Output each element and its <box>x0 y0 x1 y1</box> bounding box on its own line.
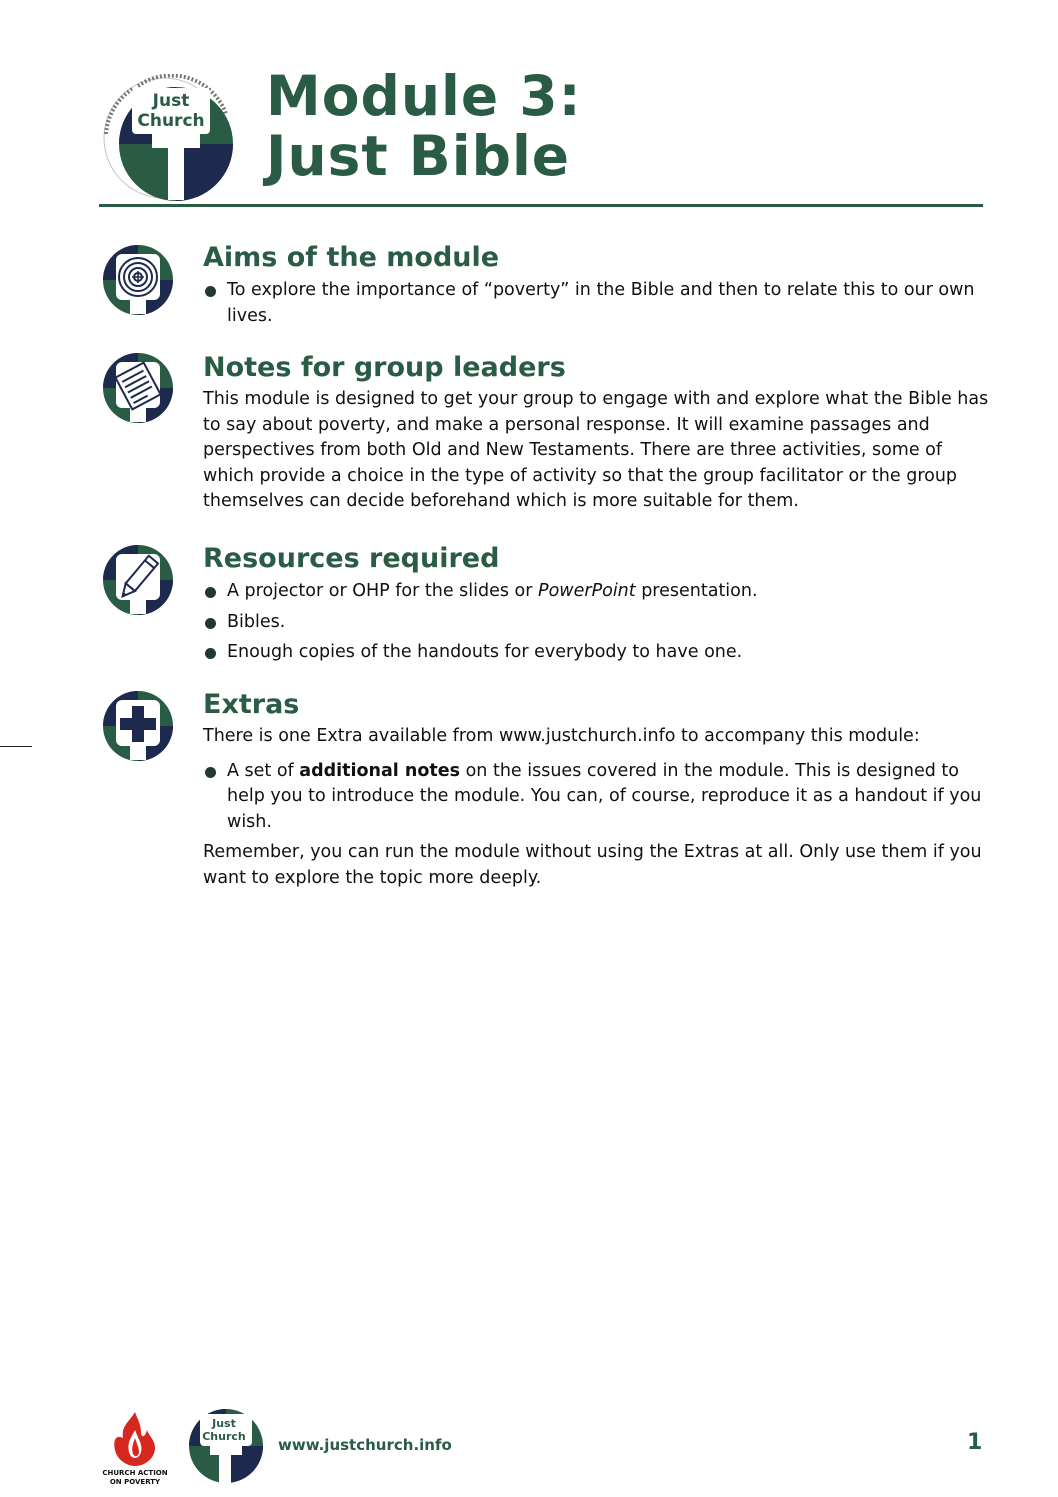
footer-logo-text-line2: Church <box>202 1430 246 1443</box>
list-item: Bibles. <box>203 610 993 636</box>
page-title <box>266 66 582 186</box>
list-item: Enough copies of the handouts for everybody to have one. <box>203 640 993 666</box>
extras-bullet-text: A set of <box>227 760 300 781</box>
aims-list <box>203 278 993 329</box>
extras-closing: Remember, you can run the module without using the Extras at all. Only use them if you want to explore the topic more deeply. <box>203 842 982 888</box>
cross-icon <box>100 690 176 762</box>
flame-icon <box>101 1408 169 1486</box>
list-item <box>203 579 993 605</box>
resources-list <box>203 579 993 666</box>
cap-text-line2: ON POVERTY <box>109 1478 161 1486</box>
just-church-logo-icon <box>96 74 242 202</box>
list-item <box>203 759 993 836</box>
extras-bullet-bold: additional notes <box>299 760 461 781</box>
list-item: To explore the importance of “poverty” in the Bible and then to relate this to our own lives. <box>203 278 993 329</box>
extras-list <box>203 759 993 836</box>
logo-text-line2: Church <box>137 111 205 131</box>
extras-heading: Extras <box>203 689 300 720</box>
extras-bullet-text-end: on the issues covered in the module. This is designed to help you to introduce the module. You can, of course, reproduce it as a handout if you wish. <box>227 760 982 832</box>
title-line-1: Module 3: <box>266 64 582 128</box>
footer-just-church-logo-icon <box>186 1408 266 1484</box>
extras-intro: There is one Extra available from www.justchurch.info to accompany this module: <box>203 726 920 746</box>
notes-heading: Notes for group leaders <box>203 352 566 383</box>
footer-logo-text-line1: Just <box>212 1417 236 1430</box>
title-line-2: Just Bible <box>266 124 571 188</box>
aims-heading: Aims of the module <box>203 242 500 273</box>
resource-1-text: A projector or OHP for the slides or <box>227 581 539 601</box>
resource-1-text-end: presentation. <box>635 581 758 601</box>
logo-text-line1: Just <box>152 91 190 111</box>
notes-section <box>203 352 993 515</box>
margin-mark <box>0 746 32 747</box>
resources-section <box>203 543 993 666</box>
extras-section <box>203 689 993 891</box>
pencil-icon <box>100 544 176 616</box>
header-divider <box>99 204 983 207</box>
resource-1-italic: PowerPoint <box>538 581 636 601</box>
page-number: 1 <box>967 1430 983 1455</box>
aims-section <box>203 242 993 329</box>
notes-paragraph: This module is designed to get your group to engage with and explore what the Bible has to say about poverty, and make a personal response. It will examine passages and perspectives from both Old and New Testaments. There are three activities, some of which provide a choice in the type of activity so that the group facilitator or the group themselves can decide beforehand which is more suitable for them. <box>203 389 989 511</box>
cap-text-line1: CHURCH ACTION <box>102 1469 168 1477</box>
footer-website-link[interactable]: www.justchurch.info <box>278 1436 452 1454</box>
document-icon <box>100 352 176 424</box>
target-icon <box>100 244 176 316</box>
resources-heading: Resources required <box>203 543 500 574</box>
